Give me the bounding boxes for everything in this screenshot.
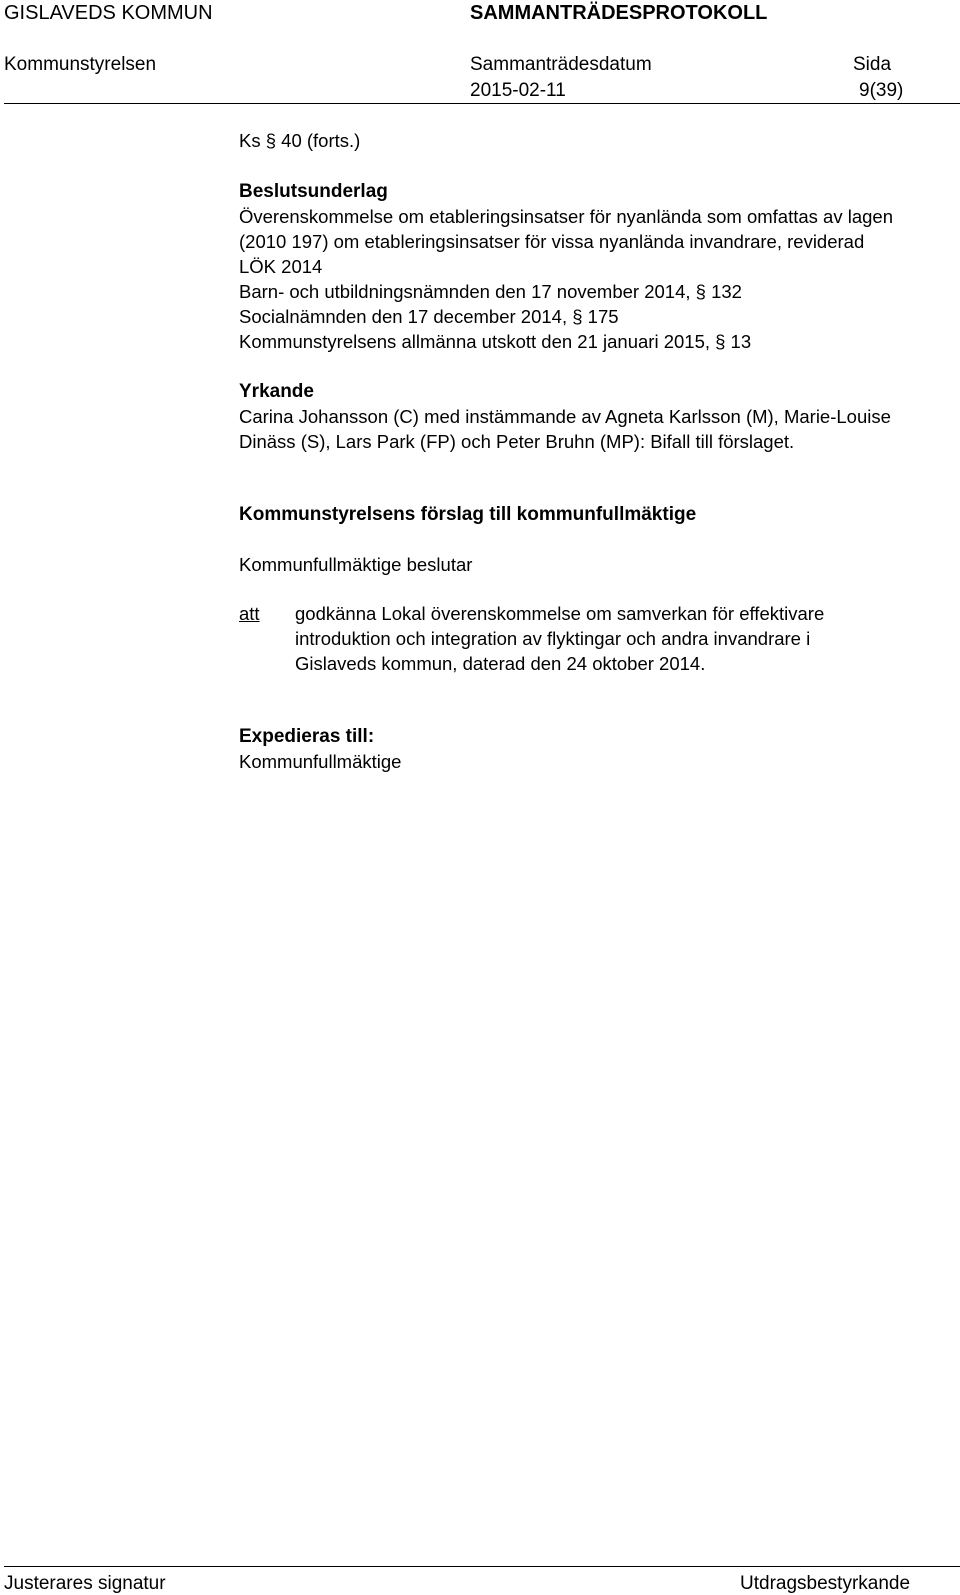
extract-certification-label: Utdragsbestyrkande <box>740 1573 911 1594</box>
decision-basis-section <box>239 179 954 354</box>
page-label: Sida <box>853 54 892 75</box>
basis-line: (2010 197) om etableringsinsatser för vissa nyanlända invandrare, reviderad <box>239 231 865 252</box>
basis-line: Barn- och utbildningsnämnden den 17 november 2014, § 132 <box>239 281 742 302</box>
motion-heading: Yrkande <box>239 381 314 402</box>
basis-line: Kommunstyrelsens allmänna utskott den 21 januari 2015, § 13 <box>239 331 752 352</box>
att-line: godkänna Lokal överenskommelse om samverkan för effektivare <box>295 603 825 624</box>
dispatch-section <box>239 724 954 774</box>
att-clause <box>239 601 954 676</box>
proposal-section <box>239 502 954 676</box>
motion-line: Dinäss (S), Lars Park (FP) och Peter Bruhn (MP): Bifall till förslaget. <box>239 431 795 452</box>
att-text <box>295 601 954 676</box>
municipality-name: GISLAVEDS KOMMUN <box>4 2 213 24</box>
basis-line: Socialnämnden den 17 december 2014, § 175 <box>239 306 619 327</box>
adjuster-signature-label: Justerares signatur <box>4 1573 166 1594</box>
motion-line: Carina Johansson (C) med instämmande av Agneta Karlsson (M), Marie-Louise <box>239 406 891 427</box>
att-line: Gislaveds kommun, daterad den 24 oktober 2014. <box>295 653 706 674</box>
header-divider <box>4 103 960 104</box>
basis-line: Överenskommelse om etableringsinsatser för nyanlända som omfattas av lagen <box>239 206 893 227</box>
att-label: att <box>239 603 260 624</box>
decision-intro: Kommunfullmäktige beslutar <box>239 554 473 575</box>
att-line: introduktion och integration av flyktingar och andra invandrare i <box>295 628 811 649</box>
footer-divider <box>4 1566 960 1567</box>
meeting-date-label: Sammanträdesdatum <box>470 54 652 75</box>
decision-basis-heading: Beslutsunderlag <box>239 181 388 202</box>
protocol-body <box>239 128 954 774</box>
motion-section <box>239 379 954 454</box>
page-number: 9(39) <box>859 80 904 101</box>
basis-line: LÖK 2014 <box>239 256 323 277</box>
case-reference: Ks § 40 (forts.) <box>239 130 361 151</box>
proposal-heading: Kommunstyrelsens förslag till kommunfullmäktige <box>239 504 697 525</box>
dispatch-heading: Expedieras till: <box>239 726 375 747</box>
dispatch-recipient: Kommunfullmäktige <box>239 751 402 772</box>
document-type: SAMMANTRÄDESPROTOKOLL <box>470 2 768 24</box>
meeting-date-value: 2015-02-11 <box>470 80 566 101</box>
committee-name: Kommunstyrelsen <box>4 54 157 75</box>
